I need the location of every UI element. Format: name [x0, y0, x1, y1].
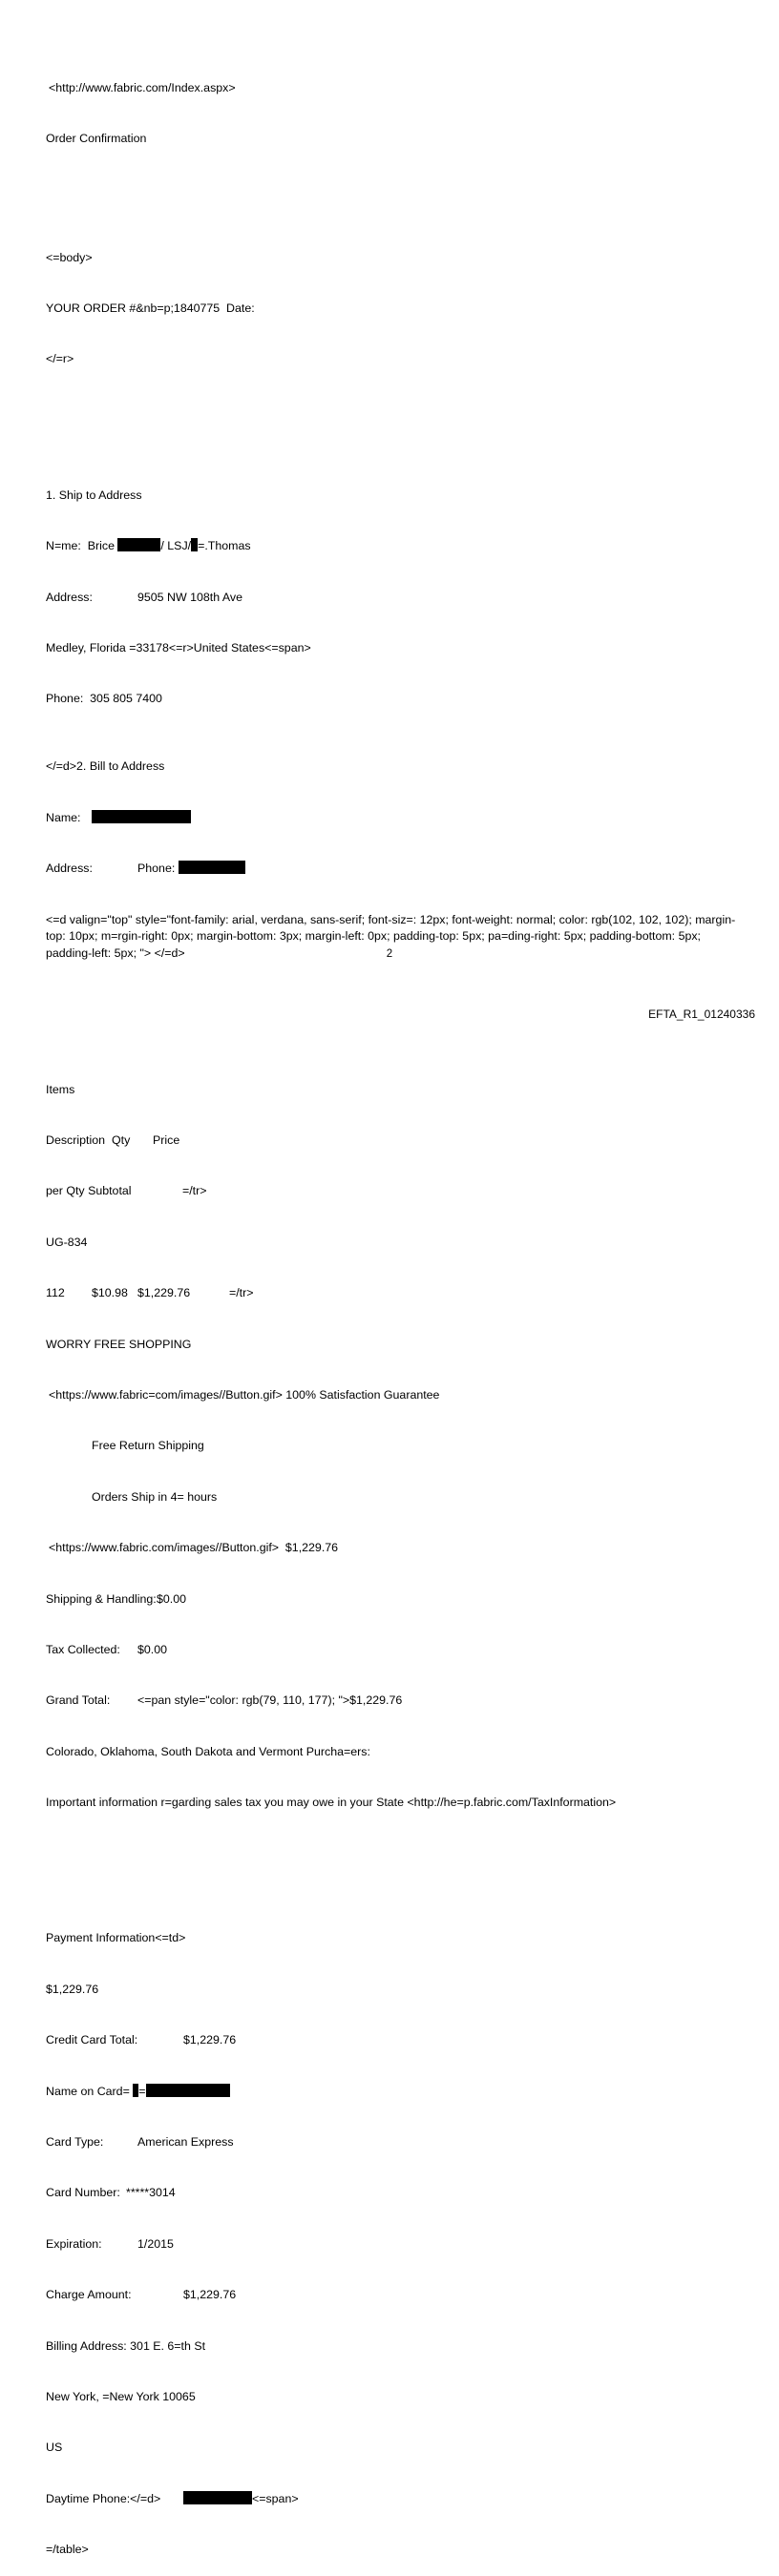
- items-heading: Items: [46, 1082, 75, 1096]
- charge-label: Charge Amount:: [46, 2288, 132, 2302]
- items-sub-header-text: per Qty Subtotal: [46, 1184, 132, 1198]
- payment-amount: $1,229.76: [46, 1982, 99, 1996]
- card-type-line: [46, 2134, 743, 2151]
- daytime-phone-label: Daytime Phone:</=d>: [46, 2491, 161, 2505]
- redaction-bar: [117, 538, 160, 551]
- expiration-value: 1/2015: [137, 2236, 174, 2251]
- bill-to-phone-label: Phone:: [137, 862, 176, 876]
- order-number-line: YOUR ORDER #&nb=p;1840775 Date:: [46, 301, 255, 315]
- ship-to-phone: Phone: 305 805 7400: [46, 692, 162, 706]
- card-number-label: Card Number:: [46, 2186, 120, 2200]
- payment-heading: Payment Information<=td>: [46, 1931, 186, 1945]
- cc-total-label: Credit Card Total:: [46, 2033, 138, 2047]
- items-sub-header: [46, 1183, 743, 1200]
- item-qty: 112: [46, 1286, 65, 1300]
- table-close-tag: =/table>: [46, 2543, 89, 2557]
- tax-label: Tax Collected:: [46, 1642, 120, 1656]
- billing-address-line: Billing Address: 301 E. 6=th St: [46, 2338, 206, 2353]
- name-on-card-mid: =: [138, 2084, 146, 2098]
- card-type-value: American Express: [137, 2135, 234, 2150]
- col-price: Price: [153, 1133, 180, 1147]
- item-price: $10.98: [92, 1286, 128, 1300]
- grand-total-line: [46, 1693, 743, 1710]
- ship-to-name-mid: / LSJ/: [160, 539, 192, 553]
- ship-to-address: [46, 590, 743, 607]
- item-subtotal: $1,229.76: [137, 1286, 191, 1300]
- free-return-line: Free Return Shipping: [92, 1439, 204, 1453]
- redaction-bar: [146, 2084, 230, 2097]
- ships-in-line: Orders Ship in 4= hours: [92, 1489, 218, 1504]
- ship-to-address-label: Address:: [46, 590, 93, 604]
- bill-to-name: [46, 810, 743, 827]
- tax-line: [46, 1642, 743, 1659]
- spacer: [46, 403, 743, 437]
- page-number: 2: [386, 948, 393, 960]
- items-sub-header-tag: =/tr>: [182, 1184, 207, 1198]
- ship-to-heading: 1. Ship to Address: [46, 488, 142, 502]
- tax-info-line: Important information r=garding sales tax you may owe in your State <http://he=p.fabric.com/TaxInformation>: [46, 1796, 617, 1810]
- worry-free-heading: WORRY FREE SHOPPING: [46, 1337, 192, 1351]
- redaction-bar: [183, 2491, 252, 2504]
- item-row: [46, 1285, 743, 1302]
- items-column-headers: [46, 1132, 743, 1150]
- spacer: [46, 1845, 743, 1880]
- billing-city-line: New York, =New York 10065: [46, 2389, 196, 2403]
- cc-total-value: $1,229.76: [183, 2033, 237, 2047]
- page-title: Order Confirmation: [46, 131, 147, 145]
- item-row-tag: =/tr>: [229, 1286, 254, 1300]
- card-number-value: *****3014: [126, 2186, 176, 2200]
- col-description: Description: [46, 1133, 105, 1147]
- ship-to-address-value: 9505 NW 108th Ave: [137, 590, 242, 604]
- bill-to-style-text: <=d valign="top" style="font-family: arial, verdana, sans-serif; font-siz=: 12px; font-weight: normal; color: rgb(102, 102, 102); margin-top: 10px; m=rgin-right: 0px; margin-bottom: 3px; margin-left: 0px; padding-top: 5px; pa=ding-right: 5px; padding-bottom: 5px; padding-left: 5px; "> </=d>: [46, 912, 736, 961]
- name-on-card-label: Name on Card=: [46, 2084, 130, 2098]
- grand-total-label: Grand Total:: [46, 1693, 111, 1708]
- grand-total-value: <=pan style="color: rgb(79, 110, 177); ">$1,229.76: [137, 1693, 403, 1708]
- close-tag: </=r>: [46, 352, 74, 366]
- daytime-phone-suffix: <=span>: [252, 2491, 299, 2505]
- shipping-value: $0.00: [157, 1591, 187, 1606]
- shipping-label: Shipping & Handling:: [46, 1591, 157, 1606]
- col-qty: Qty: [112, 1133, 131, 1147]
- ship-to-name-suffix: =.Thomas: [198, 539, 251, 553]
- document-body: [46, 46, 743, 2576]
- document-id: EFTA_R1_01240336: [648, 1008, 755, 1021]
- item-sku: UG-834: [46, 1235, 88, 1249]
- charge-amount-line: [46, 2287, 743, 2304]
- site-link: <http://www.fabric.com/Index.aspx>: [49, 80, 236, 94]
- billing-country: US: [46, 2441, 63, 2455]
- bill-to-name-label: Name:: [46, 810, 81, 824]
- tax-value: $0.00: [137, 1642, 168, 1656]
- ship-to-name: [46, 538, 743, 555]
- expiration-label: Expiration:: [46, 2236, 102, 2251]
- bill-to-heading: </=d>2. Bill to Address: [46, 759, 165, 774]
- name-on-card-line: [46, 2084, 743, 2101]
- expiration-line: [46, 2236, 743, 2254]
- bill-to-address-label: Address:: [46, 862, 93, 876]
- spacer: [46, 181, 743, 216]
- card-number-line: [46, 2185, 743, 2202]
- guarantee-line: <https://www.fabric=com/images//Button.gif> 100% Satisfaction Guarantee: [49, 1387, 440, 1402]
- ship-to-city: Medley, Florida =33178<=r>United States<=span>: [46, 640, 311, 654]
- card-type-label: Card Type:: [46, 2135, 104, 2150]
- charge-value: $1,229.76: [183, 2288, 237, 2302]
- shipping-line: [46, 1591, 743, 1609]
- spacer: [46, 997, 743, 1031]
- daytime-phone-line: [46, 2491, 743, 2508]
- cc-total-line: [46, 2032, 743, 2049]
- body-tag: <=body>: [46, 250, 93, 264]
- button-total-line: <https://www.fabric.com/images//Button.gif> $1,229.76: [49, 1541, 339, 1555]
- bill-to-address: [46, 861, 743, 878]
- redaction-bar: [179, 861, 245, 874]
- states-line: Colorado, Oklahoma, South Dakota and Vermont Purcha=ers:: [46, 1744, 370, 1758]
- redaction-bar: [92, 810, 191, 823]
- ship-to-name-prefix: N=me: Brice: [46, 539, 118, 553]
